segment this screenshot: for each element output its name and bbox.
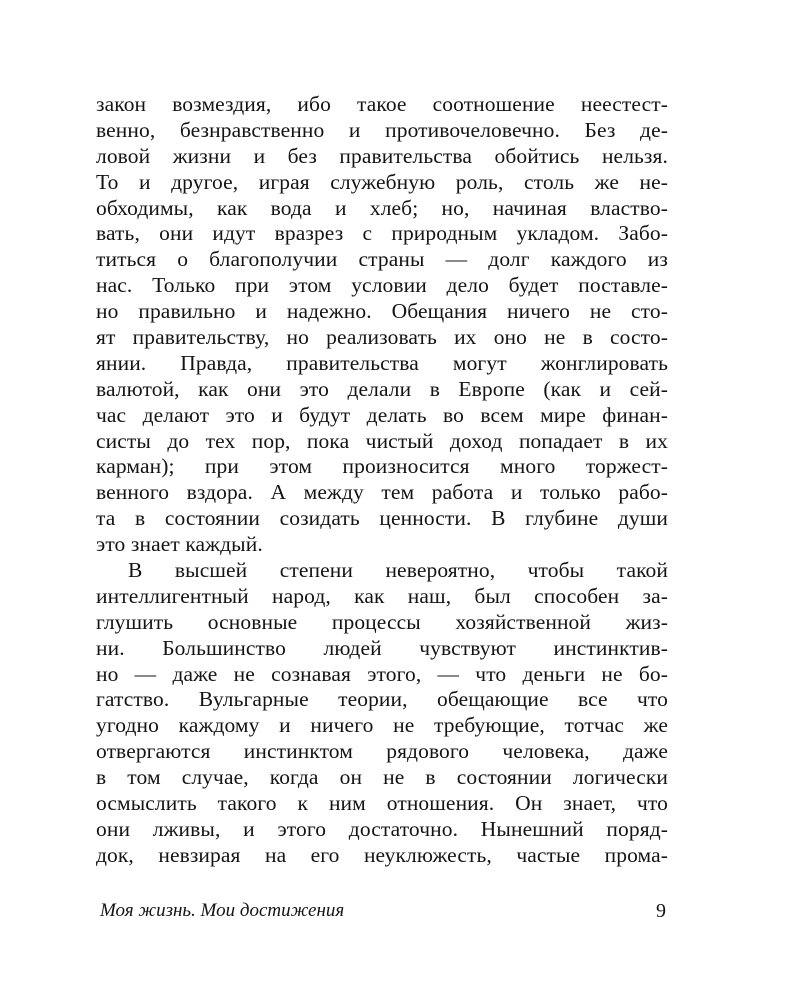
text-line: венного вздора. А между тем работа и только рабо- (96, 480, 668, 505)
page-footer (100, 900, 666, 926)
text-line: То и другое, играя служебную роль, столь же не- (96, 169, 668, 194)
running-title: Моя жизнь. Мои достижения (100, 900, 345, 921)
text-line: осмыслить такого к ним отношения. Он знает, что (96, 791, 668, 816)
text-line: титься о благополучии страны — долг каждого из (96, 247, 668, 272)
text-line: карман); при этом произносится много торжест- (96, 454, 668, 479)
text-line: венно, безнравственно и противочеловечно. Без де- (96, 117, 668, 142)
paragraph-2 (96, 558, 668, 869)
text-line: они лживы, и этого достаточно. Нынешний поряд- (96, 816, 668, 841)
text-line: док, невзирая на его неуклюжесть, частые прома- (96, 842, 668, 867)
text-line: в том случае, когда он не в состоянии логически (96, 765, 668, 790)
text-line: но — даже не сознавая этого, — что деньги не бо- (96, 661, 668, 686)
text-line: нас. Только при этом условии дело будет поставле- (96, 273, 668, 298)
paragraph-1 (96, 92, 668, 558)
text-line: закон возмездия, ибо такое соотношение неестест- (96, 92, 668, 116)
page-number: 9 (656, 900, 666, 922)
text-line: ловой жизни и без правительства обойтись нельзя. (96, 143, 668, 168)
text-line: но правильно и надежно. Обещания ничего не сто- (96, 299, 668, 324)
text-line: обходимы, как вода и хлеб; но, начиная властво- (96, 195, 668, 220)
text-line: интеллигентный народ, как наш, был способен за- (96, 583, 668, 608)
text-line: гатство. Вульгарные теории, обещающие все что (96, 687, 668, 712)
text-line: янии. Правда, правительства могут жонглировать (96, 350, 668, 375)
text-line: вать, они идут вразрез с природным укладом. Забо- (96, 221, 668, 246)
page-body (96, 92, 668, 869)
text-line: отвергаются инстинктом рядового человека, даже (96, 739, 668, 764)
text-line: В высшей степени невероятно, чтобы такой (128, 558, 668, 583)
text-line: валютой, как они это делали в Европе (как и сей- (96, 376, 668, 401)
text-line: глушить основные процессы хозяйственной жиз- (96, 609, 668, 634)
text-line: та в состоянии созидать ценности. В глубине души (96, 506, 668, 531)
text-line: ят правительству, но реализовать их оно не в состо- (96, 325, 668, 350)
text-line: час делают это и будут делать во всем мире финан- (96, 402, 668, 427)
text-line: угодно каждому и ничего не требующие, тотчас же (96, 713, 668, 738)
text-line: систы до тех пор, пока чистый доход попадает в их (96, 428, 668, 453)
text-line: ни. Большинство людей чувствуют инстинктив- (96, 635, 668, 660)
text-line: это знает каждый. (96, 532, 263, 557)
